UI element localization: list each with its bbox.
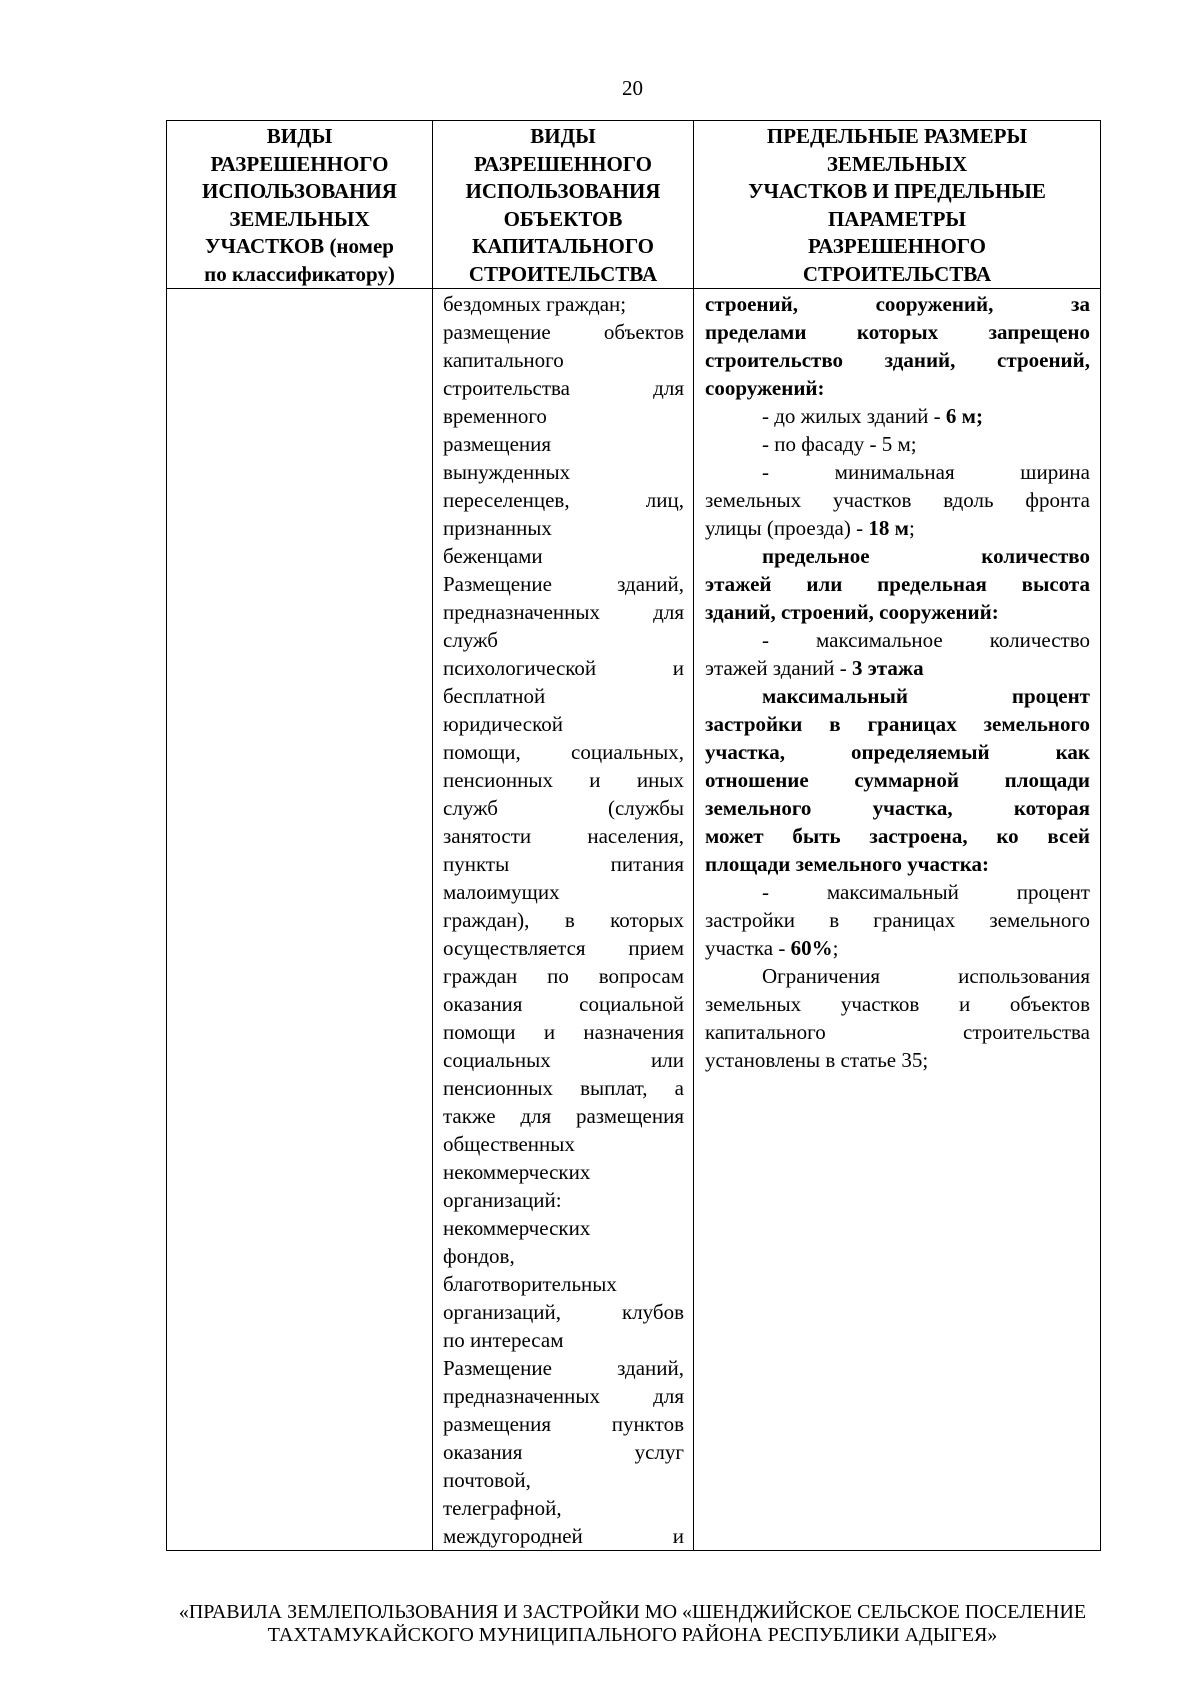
header-line: ЗЕМЕЛЬНЫХ	[229, 206, 370, 231]
header-line: РАЗРЕШЕННОГО	[210, 151, 389, 176]
text-line: также для размещения	[443, 1104, 684, 1128]
text-line: благотворительных	[443, 1272, 617, 1296]
text-line: служб	[443, 628, 498, 652]
text-line: строительство зданий, строений,	[705, 348, 1090, 372]
text-line: некоммерческих	[443, 1216, 591, 1240]
text-line: строительства для	[443, 376, 684, 400]
text-line: - максимальное количество	[762, 628, 1090, 652]
text-line: психологической и	[443, 656, 684, 680]
text-line: сооружений:	[705, 376, 825, 400]
text-line: беженцами	[443, 544, 543, 568]
text-line: бесплатной	[443, 684, 546, 708]
header-line: ОБЪЕКТОВ	[503, 206, 623, 231]
text-line: бездомных граждан;	[443, 292, 627, 316]
text-line: граждан), в которых	[443, 908, 684, 932]
text-line: пенсионных выплат, а	[443, 1076, 684, 1100]
text-line: предельное количество	[762, 544, 1090, 568]
text-line: - до жилых зданий - 6 м;	[762, 404, 983, 428]
table-header-row	[167, 121, 1101, 289]
text-line: телеграфной,	[443, 1496, 562, 1520]
text-line: земельного участка, которая	[705, 796, 1090, 820]
text-line: междугородней и	[443, 1524, 684, 1548]
header-line: ИСПОЛЬЗОВАНИЯ	[465, 179, 661, 203]
text-line: организаций:	[443, 1188, 562, 1212]
text-line: зданий, строений, сооружений:	[705, 600, 999, 624]
text-line: капитального строительства	[705, 1020, 1090, 1044]
text-line: пределами которых запрещено	[705, 320, 1090, 344]
footer-line: «ПРАВИЛА ЗЕМЛЕПОЛЬЗОВАНИЯ И ЗАСТРОЙКИ МО «ШЕНДЖИЙСКОЕ СЕЛЬСКОЕ ПОСЕЛЕНИЕ	[178, 1601, 1087, 1623]
header-col-construction-use-types	[433, 121, 694, 289]
header-line: СТРОИТЕЛЬСТВА	[468, 261, 658, 286]
text-line: служб (службы	[443, 796, 684, 820]
header-line: УЧАСТКОВ И ПРЕДЕЛЬНЫЕ	[748, 179, 1046, 203]
text-line: установлены в статье 35;	[705, 1048, 929, 1072]
text-line: - максимальный процент	[762, 880, 1090, 904]
header-line: РАЗРЕШЕННОГО	[474, 151, 652, 176]
text-line: признанных	[443, 516, 552, 540]
text-line: юридической	[443, 712, 563, 736]
text-line: капитального	[443, 348, 564, 372]
text-line: помощи и назначения	[443, 1020, 684, 1044]
text-line: Размещение зданий,	[443, 1356, 684, 1380]
text-line: этажей зданий - 3 этажа	[705, 656, 924, 680]
text-line: фондов,	[443, 1244, 515, 1268]
text-line: участка, определяемый как	[705, 740, 1090, 764]
text-line: застройки в границах земельного	[705, 908, 1090, 932]
page-number: 20	[622, 76, 643, 100]
header-line: УЧАСТКОВ (номер	[205, 234, 394, 258]
text-line: отношение суммарной площади	[705, 768, 1090, 792]
text-line: земельных участков и объектов	[705, 992, 1090, 1016]
text-line: пенсионных и иных	[443, 768, 684, 792]
text-line: застройки в границах земельного	[705, 712, 1090, 736]
header-line: ИСПОЛЬЗОВАНИЯ	[202, 179, 397, 203]
text-line: почтовой,	[443, 1468, 531, 1492]
header-line: по классификатору)	[204, 261, 395, 286]
text-line: максимальный процент	[762, 684, 1090, 708]
cell-limit-parameters	[694, 289, 1101, 1551]
text-line: вынужденных	[443, 460, 571, 484]
text-line: участка - 60%;	[705, 936, 839, 960]
header-line: ЗЕМЕЛЬНЫХ	[826, 151, 968, 176]
text-line: временного	[443, 404, 547, 428]
text-line: этажей или предельная высота	[705, 572, 1090, 596]
text-line: может быть застроена, ко всей	[705, 824, 1090, 848]
table-row	[167, 289, 1101, 1551]
text-line: помощи, социальных,	[443, 740, 684, 764]
header-col-land-use-types	[167, 121, 433, 289]
text-line: организаций, клубов	[443, 1300, 684, 1324]
text-line: строений, сооружений, за	[705, 292, 1090, 316]
text-line: социальных или	[443, 1048, 684, 1072]
header-line: КАПИТАЛЬНОГО	[471, 234, 655, 258]
text-line: пункты питания	[443, 852, 684, 876]
cell-construction-use	[433, 289, 694, 1551]
text-line: переселенцев, лиц,	[443, 488, 684, 512]
text-line: улицы (проезда) - 18 м;	[705, 516, 915, 540]
construction-use-text	[433, 289, 693, 1550]
text-line: земельных участков вдоль фронта	[705, 488, 1090, 512]
regulations-table	[166, 120, 1101, 1551]
text-line: оказания социальной	[443, 992, 684, 1016]
text-line: размещения	[443, 432, 552, 456]
text-line: площади земельного участка:	[705, 852, 989, 876]
text-line: - по фасаду - 5 м;	[762, 432, 917, 456]
text-line: по интересам	[443, 1328, 564, 1352]
text-line: предназначенных для	[443, 1384, 684, 1408]
header-line: ВИДЫ	[266, 124, 333, 148]
footer-line: ТАХТАМУКАЙСКОГО МУНИЦИПАЛЬНОГО РАЙОНА РЕСПУБЛИКИ АДЫГЕЯ»	[267, 1624, 998, 1646]
header-line: ПАРАМЕТРЫ	[827, 206, 967, 231]
text-line: предназначенных для	[443, 600, 684, 624]
text-line: некоммерческих	[443, 1160, 591, 1184]
text-line: малоимущих	[443, 880, 560, 904]
text-line: осуществляется прием	[443, 936, 684, 960]
header-col-limit-parameters	[694, 121, 1101, 289]
header-line: РАЗРЕШЕННОГО	[808, 234, 986, 258]
limit-parameters-text	[694, 289, 1100, 1074]
text-line: размещение объектов	[443, 320, 684, 344]
text-line: - минимальная ширина	[762, 460, 1090, 484]
text-line: Ограничения использования	[762, 964, 1090, 988]
cell-land-use	[167, 289, 433, 1551]
text-line: оказания услуг	[443, 1440, 684, 1464]
header-line: СТРОИТЕЛЬСТВА	[802, 261, 992, 286]
text-line: общественных	[443, 1132, 575, 1156]
text-line: занятости населения,	[443, 824, 684, 848]
text-line: Размещение зданий,	[443, 572, 684, 596]
text-line: размещения пунктов	[443, 1412, 684, 1436]
document-footer	[0, 1601, 1200, 1647]
text-line: граждан по вопросам	[443, 964, 684, 988]
header-line: ПРЕДЕЛЬНЫЕ РАЗМЕРЫ	[766, 124, 1028, 148]
header-line: ВИДЫ	[530, 124, 596, 148]
